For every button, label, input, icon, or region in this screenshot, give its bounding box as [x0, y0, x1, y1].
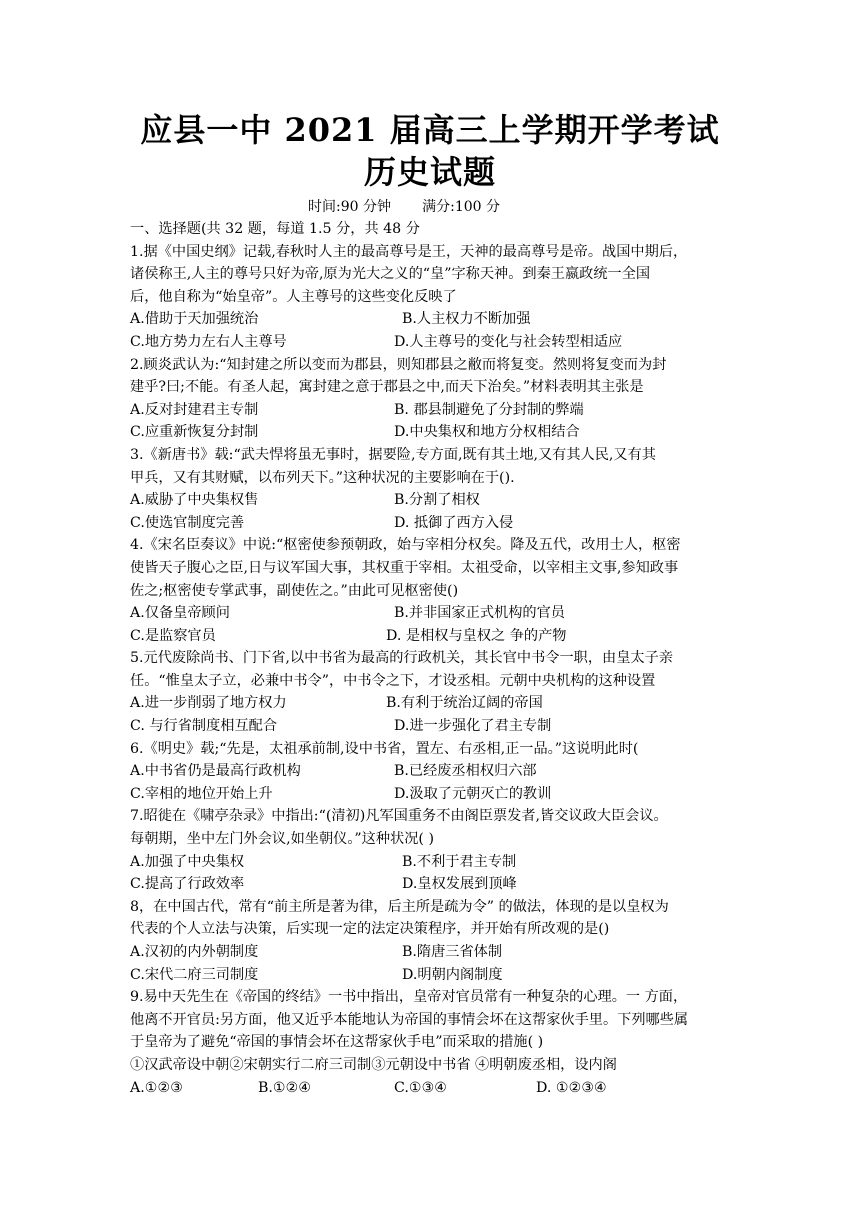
option-d: D. 抵御了西方入侵 — [394, 514, 514, 531]
option-b: B. 郡县制避免了分封制的弊端 — [394, 401, 584, 418]
section-heading: 一、选择题(共 32 题，每道 1.5 分，共 48 分 — [130, 221, 420, 237]
question-text: 后，他自称为“始皇帝”。人主尊号的这些变化反映了 — [130, 288, 457, 305]
question-text: 3.《新唐书》载:“武夫悍将虽无事时，据要险,专方面,既有其土地,又有其人民,又有其 — [130, 446, 656, 463]
question-text: 4.《宋名臣奏议》中说:“枢密使参预朝政，始与宰相分权矣。降及五代，改用士人，枢密 — [130, 537, 681, 554]
question-text: 7.昭徙在《啸亭杂录》中指出:“(清初)凡军国重务不由阁臣票发者,皆交议政大臣会议。 — [130, 808, 668, 825]
option-row — [130, 512, 730, 535]
option-d: D.汲取了元朝灭亡的教训 — [394, 785, 552, 802]
option-a: A.威胁了中央集权售 — [130, 492, 259, 509]
question-text: 他离不开官员:另方面，他又近乎本能地认为帝国的事情会坏在这帮家伙手里。下列哪些属 — [130, 1011, 689, 1028]
option-a: A.①②③ — [130, 1079, 183, 1096]
option-b: B.并非国家正式机构的官员 — [394, 605, 565, 622]
question-text: 代表的个人立法与决策，后实现一定的法定决策程序，并开始有所改观的是() — [130, 921, 610, 938]
exam-title: 应县一中 2021 届高三上学期开学考试 — [140, 111, 720, 149]
option-c: C.是监察官员 — [130, 627, 216, 644]
question-text: 1.据《中国史纲》记载,春秋时人主的最高尊号是王，天神的最高尊号是帝。战国中期后， — [130, 243, 688, 260]
question-text: 佐之;枢密使专掌武事，副使佐之。”由此可见枢密使() — [130, 582, 459, 599]
option-b: B.不利于君主专制 — [402, 853, 517, 870]
option-row — [130, 625, 730, 648]
option-c: C. 与行省制度相互配合 — [130, 718, 278, 735]
option-row — [130, 941, 730, 964]
option-a: A.加强了中央集权 — [130, 853, 245, 870]
option-c: C.宋代二府三司制度 — [130, 966, 259, 983]
question-text: 建乎?曰;不能。有圣人起，寓封建之意于郡县之中,而天下治矣。”材料表明其主张是 — [130, 379, 644, 396]
exam-body — [130, 218, 730, 1099]
option-a: A.中书省仍是最高行政机构 — [130, 763, 301, 780]
option-row — [130, 692, 730, 715]
question-text: 甲兵，又有其财赋，以布列天下。”这种状况的主要影响在于(). — [130, 469, 515, 486]
option-d: D.人主尊号的变化与社会转型相适应 — [394, 333, 623, 350]
option-c: C.①③④ — [394, 1079, 448, 1096]
option-b: B.分割了相权 — [394, 492, 480, 509]
question-text: 任。“惟皇太子立，必兼中书令”，中书令之下，才设丞相。元朝中央机构的这种设置 — [130, 672, 656, 689]
option-a: A.借助于天加强统治 — [130, 311, 259, 328]
option-c: C.提高了行政效率 — [130, 876, 245, 893]
option-row — [130, 489, 730, 512]
question-text: 9.易中天先生在《帝国的终结》一书中指出，皇帝对官员常有一种复杂的心理。一 方面， — [130, 989, 688, 1006]
option-row — [130, 1077, 730, 1100]
option-c: C.地方势力左右人主尊号 — [130, 333, 287, 350]
exam-subtitle: 历史试题 — [363, 153, 496, 191]
option-row — [130, 783, 730, 806]
option-a: A.进一步削弱了地方权力 — [130, 695, 287, 712]
option-row — [130, 873, 730, 896]
option-row — [130, 851, 730, 874]
option-c: C.宰相的地位开始上升 — [130, 785, 273, 802]
option-row — [130, 308, 730, 331]
option-d: D. 是相权与皇权之 争的产物 — [386, 627, 567, 644]
option-b: B.有利于统治辽阔的帝国 — [386, 695, 543, 712]
option-row — [130, 715, 730, 738]
option-row — [130, 760, 730, 783]
question-text: 使皆天子腹心之臣,日与议军国大事，其权重于宰相。太祖受命，以宰相主文事,参知政事 — [130, 559, 679, 576]
question-text: ①汉武帝设中朝②宋朝实行二府三司制③元朝设中书省 ④明朝废丞相，设内阁 — [130, 1056, 617, 1073]
question-text: 诸侯称王,人主的尊号只好为帝,原为光大之义的“皇”字称天神。到秦王嬴政统一全国 — [130, 266, 651, 283]
option-c: C.使选官制度完善 — [130, 514, 245, 531]
option-d: D.进一步强化了君主专制 — [394, 718, 552, 735]
option-a: A.反对封建君主专制 — [130, 401, 259, 418]
question-text: 2.顾炎武认为:“知封建之所以变而为郡县，则知郡县之敝而将复变。然则将复变而为封 — [130, 356, 667, 373]
option-b: B.已经废丞相权归六部 — [394, 763, 537, 780]
option-row — [130, 331, 730, 354]
question-text: 5.元代废除尚书、门下省,以中书省为最高的行政机关，其长官中书令一职，由皇太子亲 — [130, 650, 673, 667]
option-d: D.皇权发展到顶峰 — [402, 876, 517, 893]
option-row — [130, 602, 730, 625]
option-row — [130, 421, 730, 444]
question-text: 于皇帝为了避免“帝国的事情会坏在这帮家伙手电”而采取的措施( ) — [130, 1034, 544, 1051]
option-row — [130, 964, 730, 987]
option-row — [130, 399, 730, 422]
option-a: A.仅备皇帝顾问 — [130, 605, 230, 622]
option-d: D. ①②③④ — [536, 1079, 607, 1096]
option-c: C.应重新恢复分封制 — [130, 424, 259, 441]
option-d: D.明朝内阁制度 — [402, 966, 503, 983]
question-text: 6.《明史》载;“先是，太祖承前制,设中书省，置左、右丞相,正一品。”这说明此时( — [130, 740, 639, 757]
option-b: B.人主权力不断加强 — [402, 311, 531, 328]
option-b: B.①②④ — [258, 1079, 312, 1096]
question-text: 8，在中国古代，常有“前主所是著为律，后主所是疏为令” 的做法，体现的是以皇权为 — [130, 898, 669, 915]
option-a: A.汉初的内外朝制度 — [130, 944, 259, 960]
exam-meta: 时间:90 分钟 满分:100 分 — [308, 199, 501, 215]
option-d: D.中央集权和地方分权相结合 — [394, 424, 580, 441]
option-b: B.隋唐三省体制 — [402, 944, 503, 960]
question-text: 每朝期，坐中左门外会议,如坐朝仪。”这种状况( ) — [130, 831, 434, 848]
